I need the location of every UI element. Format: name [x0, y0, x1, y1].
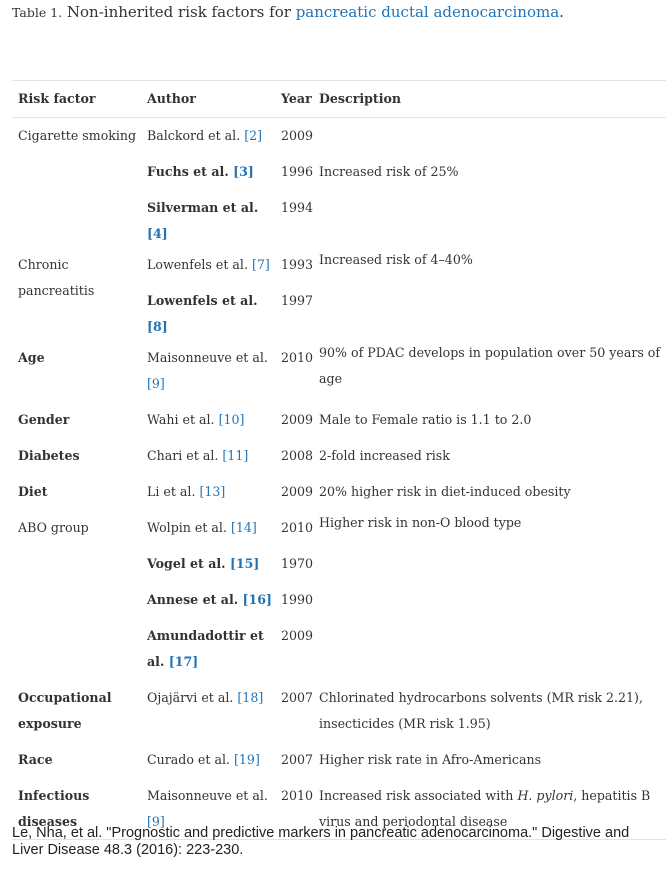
table-row — [12, 340, 666, 402]
table-header-row — [12, 81, 666, 118]
description-cell: 2-fold increased risk — [319, 447, 450, 463]
author-name: Wahi et al. — [147, 411, 215, 427]
risk-factor-cell: Infectious diseases — [12, 778, 141, 840]
description-cell — [313, 118, 666, 154]
author-cell — [141, 618, 275, 680]
risk-factor-cell: ABO group — [18, 519, 89, 535]
author-cell — [141, 402, 275, 438]
reference-link[interactable]: [14] — [230, 519, 257, 535]
author-name: Silverman et al. — [147, 199, 259, 215]
author-name: Amundadottir et al. — [147, 627, 264, 669]
author-cell — [141, 546, 275, 582]
risk-factor-cell: Gender — [18, 411, 70, 427]
year-cell: 1970 — [281, 555, 314, 571]
description-cell — [313, 190, 666, 247]
description-text: Increased risk associated with — [319, 787, 514, 803]
reference-link[interactable]: [9] — [147, 813, 165, 829]
author-name: Lowenfels et al. — [147, 292, 258, 308]
caption-end: . — [559, 3, 564, 21]
author-cell — [141, 154, 275, 190]
table-row — [12, 474, 666, 510]
header-risk-factor: Risk factor — [12, 81, 141, 118]
author-cell — [141, 247, 275, 283]
author-cell — [141, 438, 275, 474]
description-text-end: , hepatitis B virus and periodontal disease — [319, 787, 651, 829]
reference-link[interactable]: [16] — [242, 591, 272, 607]
author-name: Chari et al. — [147, 447, 219, 463]
description-cell: Increased risk of 25% — [319, 163, 459, 179]
year-cell: 2007 — [281, 751, 314, 767]
year-cell: 2010 — [275, 778, 313, 840]
table-number: Table 1. — [12, 5, 63, 20]
author-cell — [141, 118, 275, 154]
author-name: Curado et al. — [147, 751, 230, 767]
table-row — [12, 742, 666, 778]
reference-link[interactable]: [17] — [168, 653, 199, 669]
risk-factor-cell: Diabetes — [18, 447, 80, 463]
risk-factor-table — [12, 80, 666, 840]
year-cell: 1994 — [281, 199, 314, 215]
author-cell — [141, 680, 275, 742]
year-cell: 1993 — [281, 256, 314, 272]
year-cell: 1990 — [281, 591, 314, 607]
author-name: Maisonneuve et al. — [147, 349, 268, 365]
year-cell: 2009 — [281, 483, 314, 499]
caption-text: Non-inherited risk factors for — [66, 3, 291, 21]
table-row — [12, 680, 666, 742]
author-cell — [141, 283, 275, 340]
author-name: Annese et al. — [147, 591, 239, 607]
description-cell: Male to Female ratio is 1.1 to 2.0 — [319, 411, 532, 427]
header-author: Author — [141, 81, 275, 118]
caption-link[interactable]: pancreatic ductal adenocarcinoma — [295, 3, 560, 21]
author-cell — [141, 474, 275, 510]
table-row — [12, 247, 666, 283]
author-name: Li et al. — [147, 483, 196, 499]
year-cell: 2007 — [281, 689, 314, 705]
risk-factor-cell: Age — [18, 349, 45, 365]
year-cell: 2009 — [281, 627, 314, 643]
author-cell — [141, 582, 275, 618]
description-cell: Increased risk of 4–40% — [319, 251, 473, 267]
year-cell: 1996 — [281, 163, 314, 179]
author-name: Maisonneuve et al. — [147, 787, 268, 803]
reference-link[interactable]: [10] — [218, 411, 245, 427]
table-caption — [12, 2, 662, 23]
risk-factor-cell: Occupational exposure — [18, 689, 112, 731]
description-cell: 20% higher risk in diet-induced obesity — [319, 483, 571, 499]
header-year: Year — [275, 81, 313, 118]
author-name: Balckord et al. — [147, 128, 241, 143]
risk-factor-cell: Chronic pancreatitis — [18, 256, 95, 298]
year-cell: 2008 — [281, 447, 314, 463]
reference-link[interactable]: [8] — [147, 318, 168, 334]
author-name: Wolpin et al. — [147, 519, 227, 535]
risk-factor-cell: Cigarette smoking — [18, 128, 137, 143]
description-cell: Higher risk rate in Afro-Americans — [319, 751, 542, 767]
author-cell — [141, 742, 275, 778]
year-cell: 2010 — [281, 349, 314, 365]
author-name: Fuchs et al. — [147, 163, 229, 179]
reference-link[interactable]: [9] — [147, 375, 165, 391]
description-cell: 90% of PDAC develops in population over 50 years of age — [319, 344, 661, 386]
author-cell — [141, 190, 275, 247]
risk-factor-cell: Diet — [18, 483, 48, 499]
reference-link[interactable]: [11] — [222, 447, 249, 463]
reference-link[interactable]: [3] — [233, 163, 254, 179]
year-cell: 2009 — [281, 411, 314, 427]
reference-link[interactable]: [13] — [199, 483, 226, 499]
reference-link[interactable]: [7] — [251, 256, 270, 272]
year-cell: 2010 — [281, 519, 314, 535]
description-italic: H. pylori — [517, 787, 574, 803]
author-name: Ojajärvi et al. — [147, 689, 234, 705]
reference-link[interactable]: [2] — [244, 128, 263, 143]
description-cell: Chlorinated hydrocarbons solvents (MR risk 2.21), insecticides (MR risk 1.95) — [319, 689, 643, 731]
table-row — [12, 118, 666, 154]
table-row — [12, 438, 666, 474]
author-name: Vogel et al. — [147, 555, 226, 571]
reference-link[interactable]: [19] — [234, 751, 260, 767]
year-cell: 2009 — [281, 128, 314, 143]
reference-link[interactable]: [4] — [147, 225, 168, 241]
author-cell — [141, 340, 275, 402]
risk-factor-cell: Race — [18, 751, 53, 767]
header-description: Description — [313, 81, 666, 118]
table-row — [12, 402, 666, 438]
reference-link[interactable]: [15] — [229, 555, 260, 571]
author-name: Lowenfels et al. — [147, 256, 248, 272]
author-cell — [141, 510, 275, 546]
source-citation: Le, Nha, et al. "Prognostic and predictive markers in pancreatic adenocarcinoma." Digestive and Liver Disease 48.3 (2016): 223-230. — [12, 825, 630, 858]
table-row — [12, 510, 666, 546]
reference-link[interactable]: [18] — [237, 689, 264, 705]
year-cell: 1997 — [281, 292, 314, 308]
description-cell: Higher risk in non-O blood type — [319, 514, 522, 530]
